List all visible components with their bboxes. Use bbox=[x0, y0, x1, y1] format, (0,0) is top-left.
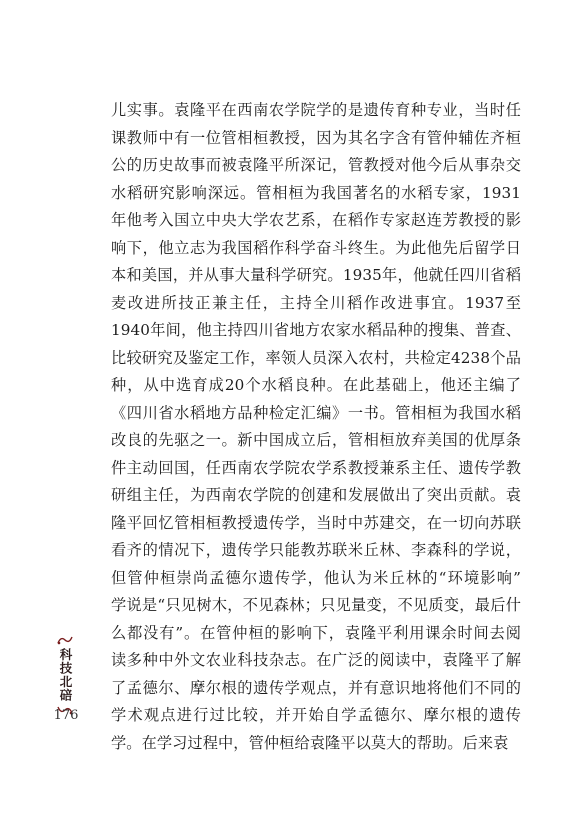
text-line: 水稻研究影响深远。管相桓为我国著名的水稻专家，1931 bbox=[111, 183, 521, 202]
text-line: 本和美国，并从事大量科学研究。1935年，他就任四川省稻 bbox=[111, 266, 521, 284]
text-line: 比较研究及鉴定工作，率领人员深入农村，共检定4238个品 bbox=[111, 348, 521, 367]
text-line: 看齐的情况下，遗传学只能教苏联米丘林、李森科的学说， bbox=[111, 541, 521, 559]
text-line: 《四川省水稻地方品种检定汇编》一书。管相桓为我国水稻 bbox=[111, 403, 521, 422]
text-line: 学术观点进行过比较，并开始自学孟德尔、摩尔根的遗传 bbox=[111, 706, 521, 724]
text-line: 课教师中有一位管相桓教授，因为其名字含有管仲辅佐齐桓 bbox=[111, 128, 521, 147]
text-line: 1940年间，他主持四川省地方农家水稻品种的搜集、普查、 bbox=[111, 321, 521, 339]
text-line: 公的历史故事而被袁隆平所深记，管教授对他今后从事杂交 bbox=[111, 156, 521, 174]
text-line: 年他考入国立中央大学农艺系，在稻作专家赵连芳教授的影 bbox=[111, 211, 521, 229]
ornament-top-icon bbox=[56, 634, 74, 646]
text-line: 件主动回国，任西南农学院农学系教授兼系主任、遗传学教 bbox=[111, 458, 521, 477]
text-line: 么都没有”。在管仲桓的影响下，袁隆平利用课余时间去阅 bbox=[111, 623, 521, 642]
text-line: 隆平回忆管相桓教授遗传学，当时中苏建交，在一切向苏联 bbox=[111, 513, 521, 532]
text-line: 研组主任，为西南农学院的创建和发展做出了突出贡献。袁 bbox=[111, 486, 521, 504]
text-line: 学。在学习过程中，管仲桓给袁隆平以莫大的帮助。后来袁 bbox=[111, 733, 509, 752]
text-line: 读多种中外文农业科技杂志。在广泛的阅读中，袁隆平了解 bbox=[111, 651, 521, 669]
page-number: 176 bbox=[53, 708, 79, 723]
text-line: 了孟德尔、摩尔根的遗传学观点，并有意识地将他们不同的 bbox=[111, 678, 521, 697]
text-line: 改良的先驱之一。新中国成立后，管相桓放弃美国的优厚条 bbox=[111, 431, 521, 449]
body-paragraph bbox=[111, 97, 521, 757]
text-line: 儿实事。袁隆平在西南农学院学的是遗传育种专业，当时任 bbox=[111, 101, 521, 119]
running-head bbox=[52, 634, 78, 716]
text-line: 但管仲桓崇尚孟德尔遗传学，他认为米丘林的“环境影响” bbox=[111, 568, 521, 587]
text-line: 种，从中选育成20个水稻良种。在此基础上，他还主编了 bbox=[111, 376, 521, 394]
running-title: 科技北碚 bbox=[58, 648, 73, 702]
text-line: 学说是“只见树木，不见森林；只见量变，不见质变，最后什 bbox=[111, 596, 521, 614]
text-line: 响下，他立志为我国稻作科学奋斗终生。为此他先后留学日 bbox=[111, 238, 521, 257]
text-line: 麦改进所技正兼主任，主持全川稻作改进事宜。1937至 bbox=[111, 293, 521, 312]
